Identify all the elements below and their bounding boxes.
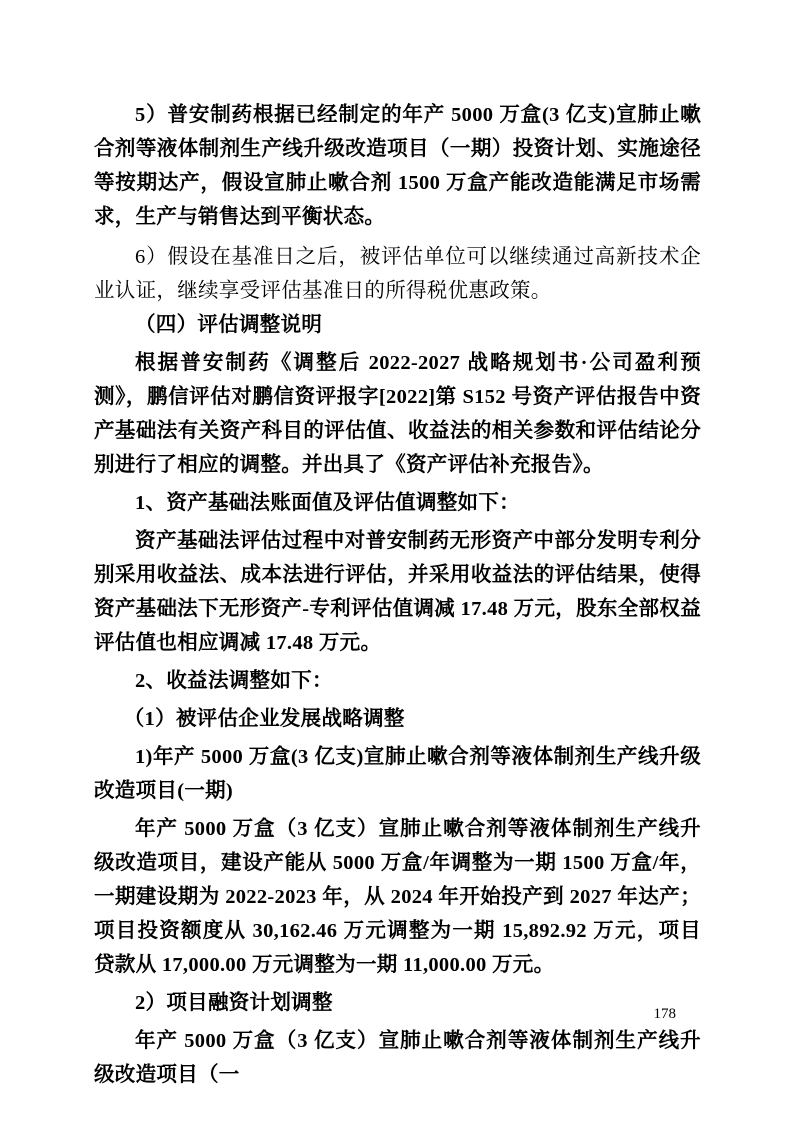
- subheading-income-method-adjustment: 2、收益法调整如下：: [135, 670, 333, 692]
- page-number: 178: [653, 1006, 676, 1022]
- subheading-project-phase-one: 1)年产 5000 万盒(3 亿支)宣肺止嗽合剂等液体制剂生产线升级改造项目(一期): [94, 746, 701, 802]
- paragraph-assumption-6: 6）假设在基准日之后，被评估单位可以继续通过高新技术企业认证，继续享受评估基准日的所得税优惠政策。: [94, 246, 701, 302]
- paragraph-asset-based-detail: 资产基础法评估过程中对普安制药无形资产中部分发明专利分别采用收益法、成本法进行评估，并采用收益法的评估结果，使得资产基础法下无形资产-专利评估值调减 17.48 万元，股东全部权益评估值也相应调减 17.48 万元。: [94, 530, 701, 654]
- paragraph-assumption-5: 5）普安制药根据已经制定的年产 5000 万盒(3 亿支)宣肺止嗽合剂等液体制剂生产线升级改造项目（一期）投资计划、实施途径等按期达产，假设宣肺止嗽合剂 1500 万盒产能改造能满足市场需求，生产与销售达到平衡状态。: [94, 104, 701, 228]
- paragraph-financing-detail-truncated: 年产 5000 万盒（3 亿支）宣肺止嗽合剂等液体制剂生产线升级改造项目（一: [94, 1030, 701, 1086]
- paragraph-adjustment-basis: 根据普安制药《调整后 2022-2027 战略规划书·公司盈利预测》，鹏信评估对鹏信资评报字[2022]第 S152 号资产评估报告中资产基础法有关资产科目的评估值、收益法的相关参数和评估结论分别进行了相应的调整。并出具了《资产评估补充报告》。: [94, 352, 701, 476]
- section-heading-adjustment-notes: （四）评估调整说明: [135, 314, 323, 336]
- page-content: [94, 98, 701, 1092]
- subheading-asset-based-adjustment: 1、资产基础法账面值及评估值调整如下：: [135, 492, 520, 514]
- subheading-financing-plan-adjustment: 2）项目融资计划调整: [135, 992, 333, 1014]
- subheading-strategy-adjustment: （1）被评估企业发展战略调整: [123, 708, 405, 730]
- paragraph-project-adjustment-detail: 年产 5000 万盒（3 亿支）宣肺止嗽合剂等液体制剂生产线升级改造项目，建设产能从 5000 万盒/年调整为一期 1500 万盒/年，一期建设期为 2022-2023 年，从 2024 年开始投产到 2027 年达产；项目投资额度从 30,162.46 万元调整为一期 15,892.92 万元，项目贷款从 17,000.00 万元调整为一期 11,000.00 万元。: [94, 818, 701, 976]
